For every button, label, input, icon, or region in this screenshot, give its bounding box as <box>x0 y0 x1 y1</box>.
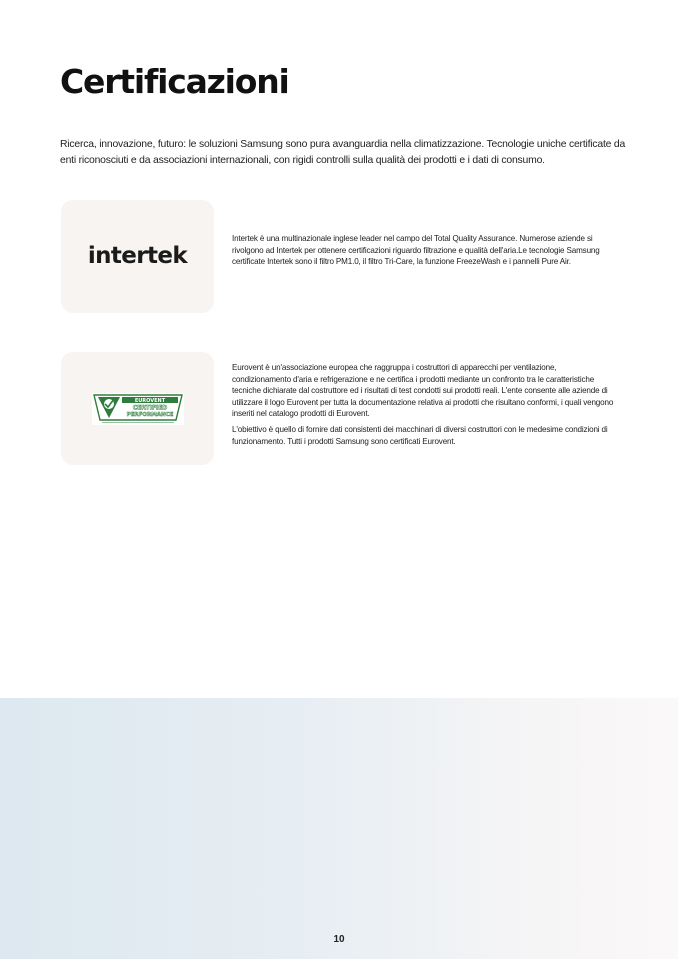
intro-paragraph: Ricerca, innovazione, futuro: le soluzioni Samsung sono pura avanguardia nella climatizzazione. Tecnologie uniche certificate da enti riconosciuti e da associazioni internazionali, con rigidi controlli sulla qualità dei prodotti e i dati di consumo. <box>60 139 626 166</box>
page-number: 10 <box>333 934 345 945</box>
eurovent-logo-line-2: CERTIFIED <box>132 404 167 411</box>
bottom-gradient-band <box>0 698 678 959</box>
intertek-paragraph: Intertek è una multinazionale inglese leader nel campo del Total Quality Assurance. Numerose aziende si rivolgono ad Intertek per ottenere certificazioni riguardo filtrazione e qualità dell'aria.Le tecnologie Samsung certificate Intertek sono il filtro PM1.0, il filtro Tri-Care, la funzione FreezeWash e i pannelli Pure Air. <box>232 234 600 267</box>
eurovent-logo-line-1: EUROVENT <box>134 397 165 404</box>
intertek-logo: intertek <box>87 242 188 269</box>
eurovent-logo-line-3: PERFORMANCE <box>126 411 173 418</box>
eurovent-description <box>232 362 617 447</box>
eurovent-paragraph-2: L'obiettivo è quello di fornire dati consistenti dei macchinari di diversi costruttori con le medesime condizioni di funzionamento. Tutti i prodotti Samsung sono certificati Eurovent. <box>232 424 608 446</box>
eurovent-paragraph-1: Eurovent è un'associazione europea che raggruppa i costruttori di apparecchi per ventilazione, condizionamento d'aria e refrigerazione e ne certifica i prodotti mediante un confronto tra le caratteristiche tecniche dichiarate dal costruttore ed i risultati di test condotti sui prodotti reali. L'ente consente alle aziende di utilizzare il logo Eurovent per tutta la documentazione relativa ai prodotti che risultano conformi, i quali vengono inseriti nel catalogo prodotti di Eurovent. <box>232 363 614 419</box>
eurovent-logo <box>92 393 184 425</box>
intertek-description <box>232 233 617 268</box>
page-title: Certificazioni <box>60 62 289 101</box>
intertek-logo-card <box>61 200 214 313</box>
eurovent-logo-card <box>61 352 214 465</box>
